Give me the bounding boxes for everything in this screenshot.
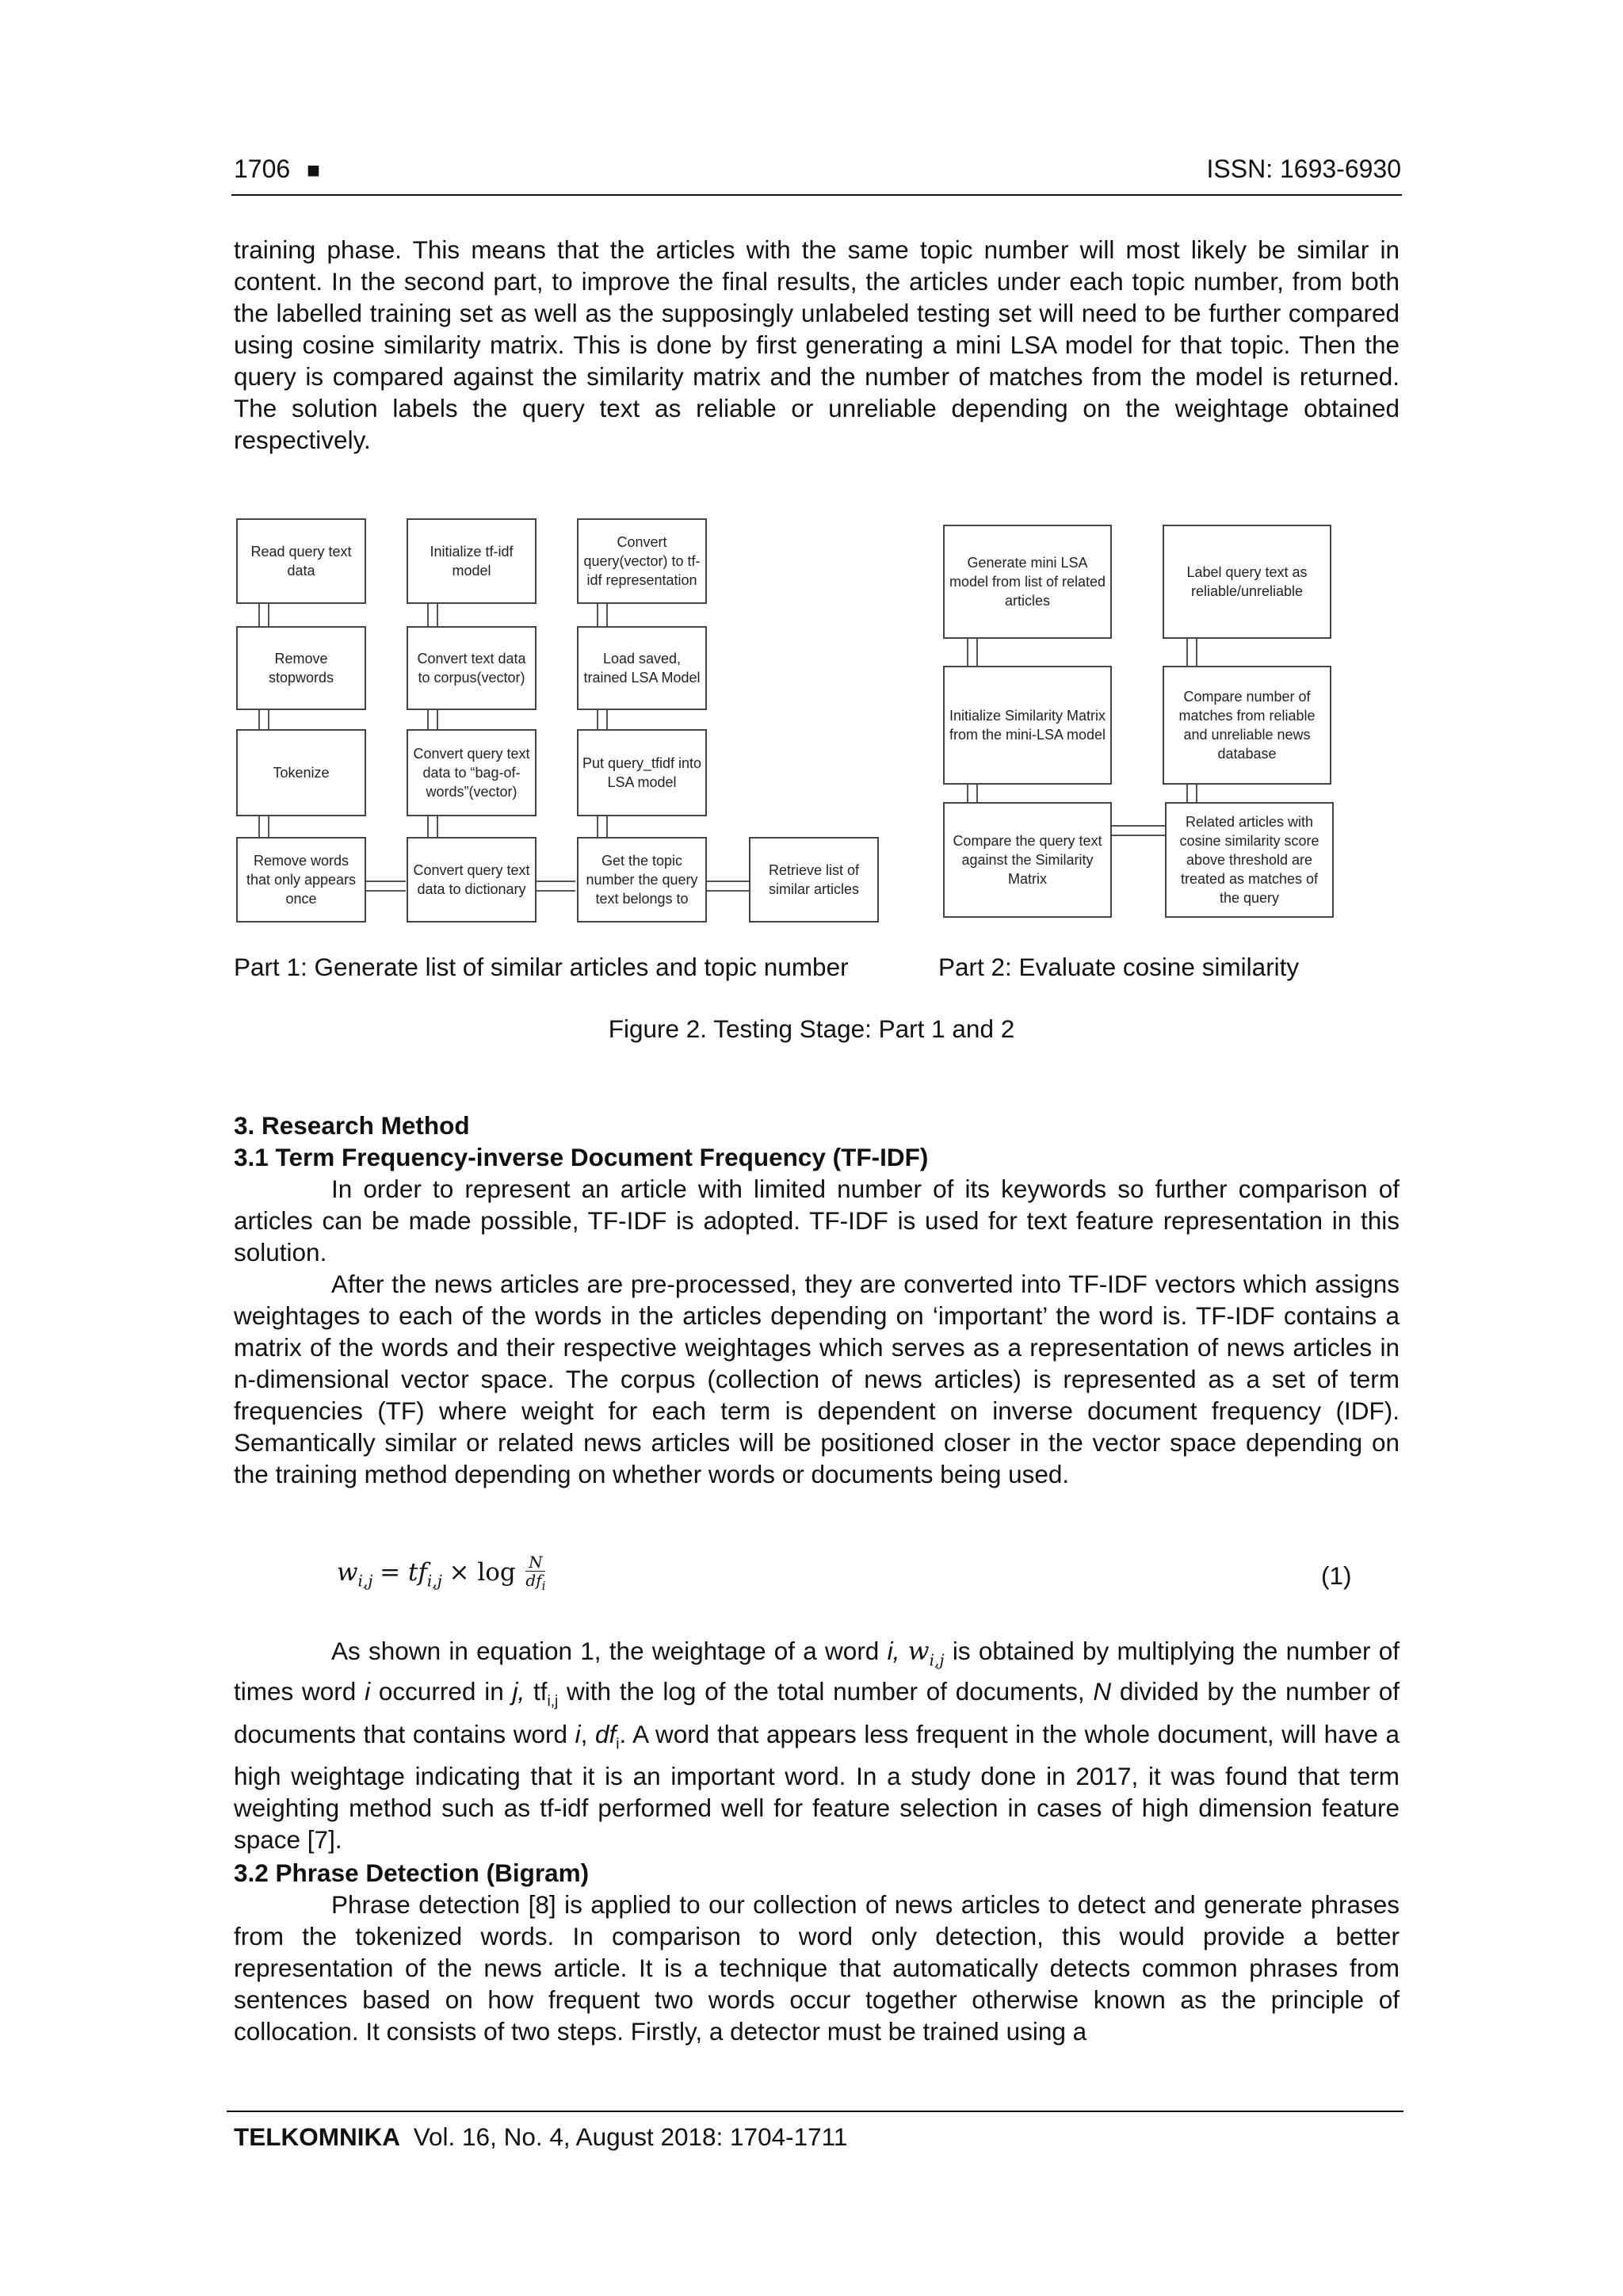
section-3-1-body [234, 1173, 1400, 1490]
section-3-1-p2: After the news articles are pre-processed, they are converted into TF-IDF vectors which assigns weightages to each of the words in the articles depending on ‘important’ the word is. TF-IDF contains a matrix of the words and their respective weightages which serves as a representation of news articles in n-dimensional vector space. The corpus (collection of news articles) is represented as a set of term frequencies (TF) where weight for each term is dependent on inverse document frequency (IDF). Semantically similar or related news articles will be positioned closer in the vector space depending on the training method depending on whether words or documents being used. [234, 1270, 1400, 1488]
section-3-2-title: 3.2 Phrase Detection (Bigram) [234, 1859, 590, 1887]
box-generate-mini-lsa: Generate mini LSA model from list of related articles [943, 525, 1112, 639]
equation-number: (1) [1321, 1561, 1352, 1590]
box-related-articles: Related articles with cosine similarity score above threshold are treated as matches of the query [1165, 802, 1334, 918]
footer-details: Vol. 16, No. 4, August 2018: 1704-1711 [413, 2122, 848, 2151]
box-put-query: Put query_tfidf into LSA model [577, 729, 707, 816]
section-3-2-p1: Phrase detection [8] is applied to our collection of news articles to detect and generate phrases from the tokenized words. In comparison to word only detection, this would provide a better representation of the news article. It is a technique that automatically detects common phrases from sentences based on how frequent two words occur together otherwise known as the principle of collocation. It consists of two steps. Firstly, a detector must be trained using a [234, 1890, 1400, 2046]
section-3-2-body [234, 1889, 1400, 2047]
page-number: 1706 ■ [234, 155, 320, 183]
box-init-tfidf: Initialize tf-idf model [407, 518, 537, 604]
box-tokenize: Tokenize [236, 729, 366, 816]
box-init-similarity: Initialize Similarity Matrix from the mini-LSA model [943, 666, 1112, 785]
figure-part1-caption: Part 1: Generate list of similar articles and topic number [234, 953, 849, 981]
issn: ISSN: 1693-6930 [1206, 155, 1401, 183]
box-load-lsa: Load saved, trained LSA Model [577, 626, 707, 710]
footer [234, 2122, 847, 2152]
box-retrieve-list: Retrieve list of similar articles [749, 837, 879, 923]
section-3-1-title: 3.1 Term Frequency-inverse Document Frequency (TF-IDF) [234, 1143, 929, 1171]
box-read-query: Read query text data [236, 518, 366, 604]
box-label-query: Label query text as reliable/unreliable [1163, 525, 1331, 639]
figure-2 [0, 0, 1623, 951]
box-compare-query: Compare the query text against the Similarity Matrix [943, 802, 1112, 918]
box-compare-number: Compare number of matches from reliable and unreliable news database [1163, 666, 1331, 785]
box-remove-stopwords: Remove stopwords [236, 626, 366, 710]
equation-1: $w_{i,j} = tf_{i,j} \times \log$ N $df_i$ [337, 1553, 546, 1593]
box-remove-once: Remove words that only appears once [236, 837, 366, 923]
section-3-1-p3: As shown in equation 1, the weightage of a word i, $w_{i,j}$ is obtained by multiplying the number of times word i occurred in j, $tf_{i,j}$ with the log of the total number of documents, N divided by the number of documents that contains word i, $df_i$. A word that appears less frequent in the whole document, will have a high weightage indicating that it is an important word. In a study done in 2017, it was found that term weighting method such as tf-idf performed well for feature selection in cases of high dimension feature space [7]. [234, 1637, 1400, 1854]
box-convert-query-vector: Convert query(vector) to tf-idf representation [577, 518, 707, 604]
figure-caption: Figure 2. Testing Stage: Part 1 and 2 [608, 1014, 1015, 1043]
section-3-1-p1: In order to represent an article with limited number of its keywords so further comparison of articles can be made possible, TF-IDF is adopted. TF-IDF is used for text feature representation in this solution. [234, 1175, 1400, 1266]
box-get-topic: Get the topic number the query text belongs to [577, 837, 707, 923]
box-convert-dictionary: Convert query text data to dictionary [407, 837, 537, 923]
footer-journal: TELKOMNIKA [234, 2122, 400, 2151]
box-convert-bag: Convert query text data to “bag-of-words”(vector) [407, 729, 537, 816]
box-convert-text-corpus: Convert text data to corpus(vector) [407, 626, 537, 710]
section-3-title: 3. Research Method [234, 1111, 470, 1140]
intro-paragraph: training phase. This means that the articles with the same topic number will most likely be similar in content. In the second part, to improve the final results, the articles under each topic number, from both the labelled training set as well as the supposingly unlabeled testing set will need to be further compared using cosine similarity matrix. This is done by first generating a mini LSA model for that topic. Then the query is compared against the similarity matrix and the number of matches from the model is returned. The solution labels the query text as reliable or unreliable depending on the weightage obtained respectively. [234, 235, 1400, 454]
page-marker: ■ [307, 158, 320, 182]
figure-connectors [0, 0, 1623, 951]
header-rule [231, 194, 1402, 196]
figure-part2-caption: Part 2: Evaluate cosine similarity [938, 953, 1300, 981]
footer-rule [227, 2111, 1403, 2112]
